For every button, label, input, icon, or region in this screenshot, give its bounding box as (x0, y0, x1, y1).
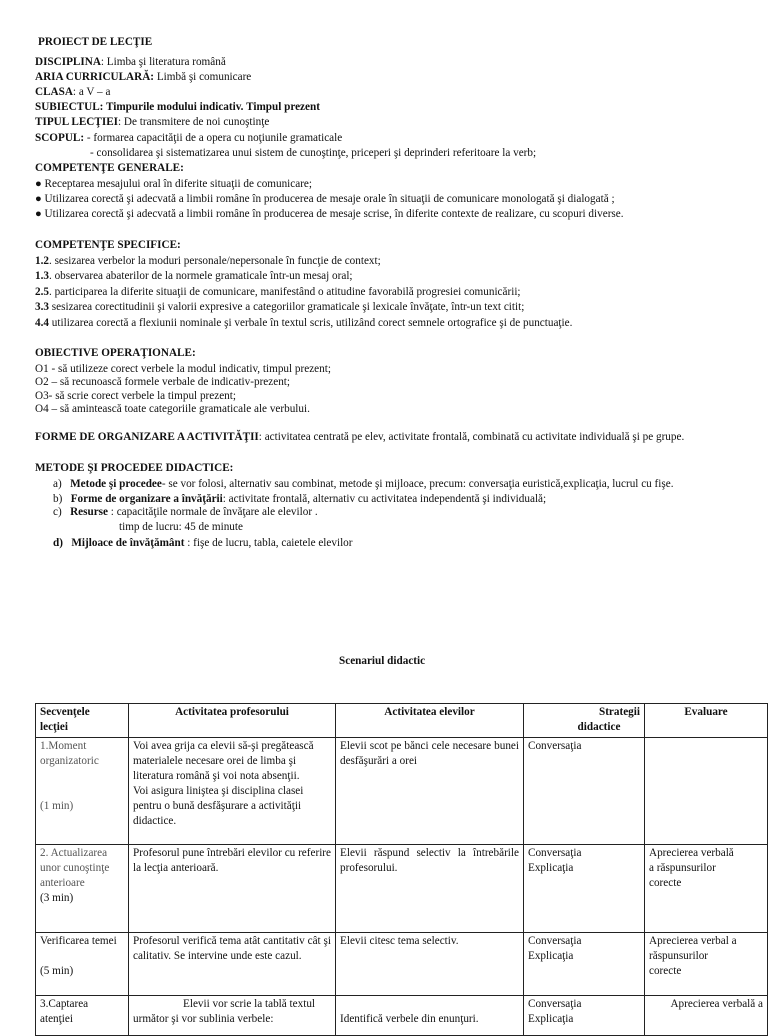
cell-evaluare (645, 738, 768, 845)
competente-specifice-heading: COMPETENŢE SPECIFICE: (35, 239, 181, 251)
document-title: PROIECT DE LECŢIE (38, 36, 153, 48)
competenta-specifica-item: 4.4 utilizarea corectă a flexiunii nominale şi verbale în textul scris, utilizând corect semnele ortografice şi de punctuaţie. (35, 317, 573, 329)
metode-item-a: a) Metode şi procedee- se vor folosi, alternativ sau combinat, metode şi mijloace, precum: conversaţia euristică,explicaţia, lucrul cu fişe. (53, 478, 674, 490)
table-header-row (36, 704, 768, 738)
metode-item-d: d) Mijloace de învăţământ : fişe de lucru, tabla, caietele elevilor (53, 537, 353, 549)
obiective-heading: OBIECTIVE OPERAŢIONALE: (35, 347, 196, 359)
table-row (36, 845, 768, 933)
cell-strategii: Conversaţia Explicaţia (524, 845, 645, 933)
aria-line: ARIA CURRICULARĂ: Limbă şi comunicare (35, 71, 252, 83)
competenta-generala-item: ● Receptarea mesajului oral în diferite situaţii de comunicare; (35, 178, 313, 190)
cell-strategii: Conversaţia Explicaţia (524, 933, 645, 996)
header-evaluare: Evaluare (645, 704, 768, 738)
cell-secventa: 1.Moment organizatoric (1 min) (36, 738, 129, 845)
cell-secventa: Verificarea temei (5 min) (36, 933, 129, 996)
cell-profesor: Profesorul verifică tema atât cantitativ cât şi calitativ. Se intervine unde este cazul. (129, 933, 336, 996)
scop-line-1: SCOPUL: - formarea capacităţii de a opera cu noţiunile gramaticale (35, 132, 343, 144)
header-secvente: Secvenţele lecţiei (36, 704, 129, 738)
scenariu-table (35, 703, 768, 1036)
clasa-line: CLASA: a V – a (35, 86, 111, 98)
header-strategii: Strategii didactice (524, 704, 645, 738)
competente-generale-heading: COMPETENŢE GENERALE: (35, 162, 184, 174)
obiectiv-item: O3- să scrie corect verbele la timpul prezent; (35, 390, 236, 402)
table-row (36, 933, 768, 996)
competenta-specifica-item: 2.5. participarea la diferite situaţii de comunicare, manifestând o atitudine favorabilă progresiei comunicării; (35, 286, 521, 298)
obiectiv-item: O4 – să amintească toate categoriile gramaticale ale verbului. (35, 403, 310, 415)
cell-profesor: Profesorul pune întrebări elevilor cu referire la lecţia anterioară. (129, 845, 336, 933)
cell-evaluare: Aprecierea verbal a răspunsurilor corecte (645, 933, 768, 996)
cell-elevi: Elevii scot pe bănci cele necesare bunei desfăşurări a orei (336, 738, 524, 845)
cell-secventa: 3.Captarea atenţiei (36, 996, 129, 1036)
cell-strategii: Conversaţia Explicaţia (524, 996, 645, 1036)
competenta-generala-item: ● Utilizarea corectă şi adecvată a limbii române în producerea de mesaje orale în situaţii de comunicare monologată şi dialogată ; (35, 193, 615, 205)
metode-heading: METODE ŞI PROCEDEE DIDACTICE: (35, 462, 234, 474)
cell-elevi: Elevii răspund selectiv la întrebările profesorului. (336, 845, 524, 933)
header-activitate-profesor: Activitatea profesorului (129, 704, 336, 738)
cell-profesor: Voi avea grija ca elevii să-şi pregătească materialele necesare orei de limba şi literatura română şi voi nota absenţii. Voi asigura liniştea şi disciplina clasei pentru o bună desfăşurare a activităţii didactice. (129, 738, 336, 845)
table-row (36, 996, 768, 1036)
cell-strategii: Conversaţia (524, 738, 645, 845)
cell-evaluare: Aprecierea verbală a (645, 996, 768, 1036)
competenta-specifica-item: 1.2. sesizarea verbelor la moduri personale/nepersonale în funcţie de context; (35, 255, 381, 267)
cell-profesor: Elevii vor scrie la tablă textul următor şi vor sublinia verbele: (129, 996, 336, 1036)
scop-line-2: - consolidarea şi sistematizarea unui sistem de cunoştinţe, priceperi şi deprinderi referitoare la verb; (90, 147, 537, 159)
header-activitate-elevi: Activitatea elevilor (336, 704, 524, 738)
metode-item-b: b) Forme de organizare a învăţării: activitate frontală, alternativ cu activitatea independentă şi individuală; (53, 493, 547, 505)
forme-organizare-line: FORME DE ORGANIZARE A ACTIVITĂŢII: activitatea centrată pe elev, activitate frontală, combinată cu activitate individuală şi pe grupe. (35, 431, 685, 443)
competenta-specifica-item: 1.3. observarea abaterilor de la normele gramaticale într-un mesaj oral; (35, 270, 353, 282)
cell-elevi: Identifică verbele din enunţuri. (336, 996, 524, 1036)
metode-timp: timp de lucru: 45 de minute (119, 521, 243, 533)
cell-secventa: 2. Actualizarea unor cunoştinţe anterioare (3 min) (36, 845, 129, 933)
obiectiv-item: O2 – să recunoască formele verbale de indicativ-prezent; (35, 376, 291, 388)
cell-elevi: Elevii citesc tema selectiv. (336, 933, 524, 996)
competenta-specifica-item: 3.3 sesizarea corectitudinii şi valorii expresive a categoriilor gramaticale şi lexicale învăţate, într-un text citit; (35, 301, 525, 313)
tip-line: TIPUL LECŢIEI: De transmitere de noi cunoştinţe (35, 116, 270, 128)
disciplina-line: DISCIPLINA: Limba şi literatura română (35, 56, 226, 68)
subiect-line: SUBIECTUL: Timpurile modului indicativ. Timpul prezent (35, 101, 320, 113)
cell-evaluare: Aprecierea verbală a răspunsurilor corecte (645, 845, 768, 933)
table-row (36, 738, 768, 845)
scenariu-title: Scenariul didactic (339, 655, 426, 667)
obiectiv-item: O1 - să utilizeze corect verbele la modul indicativ, timpul prezent; (35, 363, 331, 375)
competenta-generala-item: ● Utilizarea corectă şi adecvată a limbii române în producerea de mesaje scrise, în diferite contexte de realizare, cu scopuri diverse. (35, 208, 624, 220)
metode-item-c: c) Resurse : capacităţile normale de învăţare ale elevilor . (53, 506, 318, 518)
